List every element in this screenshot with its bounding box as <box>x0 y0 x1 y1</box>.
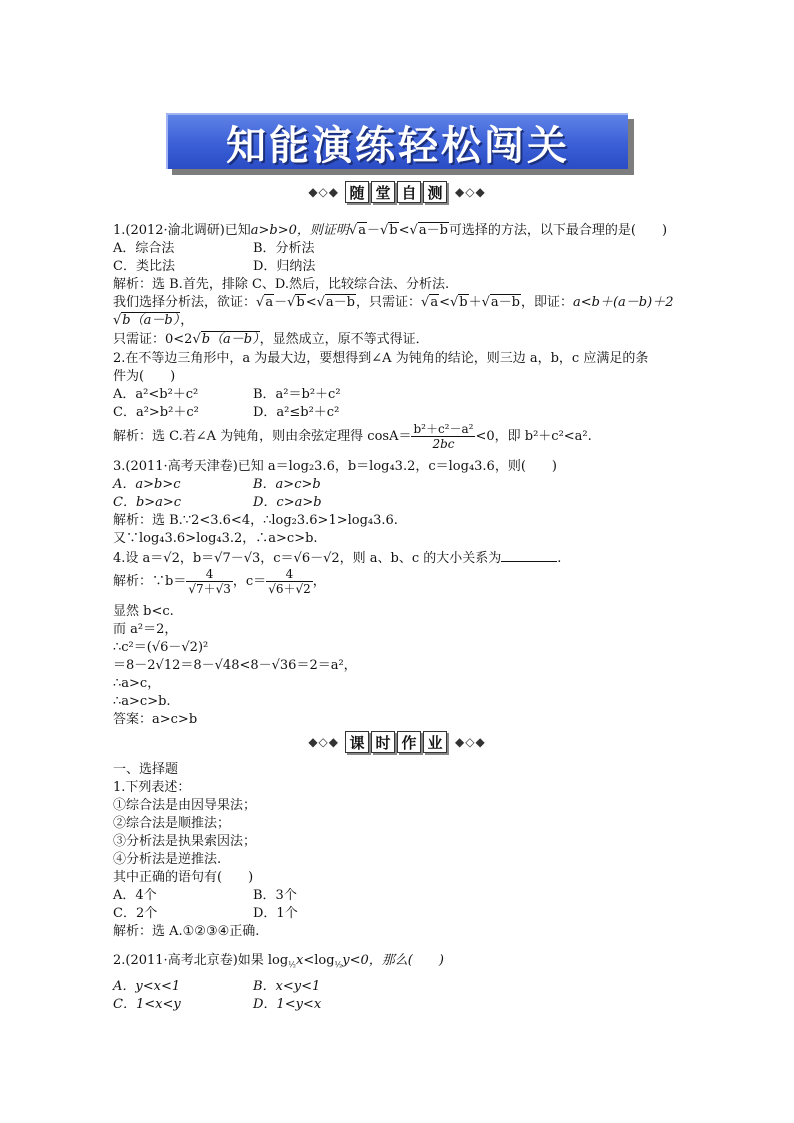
q2-options-row1 <box>113 386 393 403</box>
section-char: 测 <box>423 181 447 203</box>
hw-statement-1: ①综合法是由因导果法； <box>113 798 257 813</box>
option-d: D．a²≤b²＋c² <box>253 405 340 420</box>
section-header-self-test <box>0 180 794 204</box>
q4-line-3: ∴c²＝(√6－√2)² <box>113 640 209 655</box>
q1-solution-4: 只需证：0<2√ b（a－b），显然成立，原不等式得证． <box>113 331 429 348</box>
section-char: 业 <box>423 731 447 753</box>
hw-statement-4: ④分析法是逆推法. <box>113 852 222 867</box>
option-b: B．a>c>b <box>253 477 321 492</box>
q4-line-6: ∴a>c>b. <box>113 694 171 709</box>
option-a: A．a>b>c <box>113 477 181 492</box>
option-a: A．4个 <box>113 888 157 903</box>
hw-q2-options-row1 <box>113 978 393 995</box>
hw-q2-stem: 2.(2011·高考北京卷)如果 $\log_{\frac{1}{2}}x<\log_{\frac{1}{2}}y<0$，那么( ) <box>113 953 444 970</box>
q3-stem: 3.(2011·高考天津卷)已知 a＝log₂3.6，b＝log₄3.2，c＝log₄3.6，则( ) <box>113 459 557 474</box>
banner-title: 知能演练轻松闯关 <box>226 122 570 169</box>
q2-solution: 解析：选 C.若∠A 为钝角，则由余弦定理得 cosA＝ $\frac{\text{b²＋c²－a²}}{2bc}$ <0，即 b²＋c²<a². <box>113 422 592 451</box>
q4-line-5: ∴a>c， <box>113 676 161 691</box>
left-diamond-deco: ◆◇◆ <box>308 735 339 749</box>
right-diamond-deco: ◆◇◆ <box>455 185 486 199</box>
hw-q1-stem: 1.下列表述： <box>113 780 191 795</box>
hw-q1-ask: 其中正确的语句有( ) <box>113 870 254 885</box>
section-char: 自 <box>397 181 421 203</box>
answer-blank <box>501 548 557 562</box>
q1-solution-1: 解析：选 B.首先，排除 C、D.然后，比较综合法、分析法. <box>113 277 450 292</box>
q4-answer: 答案：a>c>b <box>113 712 198 727</box>
option-a: A．y<x<1 <box>113 979 181 994</box>
section-char: 堂 <box>371 181 395 203</box>
option-c: C．2个 <box>113 906 158 921</box>
q4-stem: 4.设 a＝√2，b＝√7－√3，c＝√6－√2，则 a、b、c 的大小关系为 . <box>113 548 561 567</box>
option-a: A．综合法 <box>113 241 175 256</box>
section-char: 随 <box>345 181 369 203</box>
section-char: 课 <box>345 731 369 753</box>
option-d: D．归纳法 <box>253 259 316 274</box>
hw-statement-3: ③分析法是执果索因法； <box>113 834 257 849</box>
q4-line-1: 显然 b<c. <box>113 604 174 619</box>
hw-q1-options-row2 <box>113 905 393 922</box>
title-banner <box>166 113 628 169</box>
q3-options-row1 <box>113 476 393 493</box>
left-diamond-deco: ◆◇◆ <box>308 185 339 199</box>
hw-q1-solution: 解析：选 A.①②③④正确. <box>113 924 260 939</box>
option-c: C．类比法 <box>113 259 175 274</box>
option-c: C．a²>b²＋c² <box>113 405 199 420</box>
q1-stem: 1.(2012·渝北调研)已知a>b>0，则证明√ a－√ b<√ a－b可选择的方法，以下最合理的是( ) <box>113 222 667 239</box>
option-b: B．分析法 <box>253 241 315 256</box>
q4-line-2: 而 a²＝2， <box>113 622 178 637</box>
q1-solution-3: √ b（a－b）， <box>113 312 193 329</box>
option-d: D．1个 <box>253 906 298 921</box>
hw-q2-options-row2 <box>113 996 393 1013</box>
q3-solution-2: 又∵log₄3.6>log₄3.2，∴a>c>b. <box>113 531 318 546</box>
q3-options-row2 <box>113 494 393 511</box>
section-char: 时 <box>371 731 395 753</box>
q2-options-row2 <box>113 404 393 421</box>
q4-line-4: ＝8－2√12＝8－√48<8－√36＝2＝a²， <box>113 658 357 673</box>
q4-solution-fracs: 解析：∵b＝ $\frac{4}{√7+√3}$ ，c＝ $\frac{4}{√6+√2}$ ， <box>113 567 326 596</box>
hw-part-title: 一、选择题 <box>113 762 179 777</box>
option-c: C．b>a>c <box>113 495 182 510</box>
option-c: C．1<x<y <box>113 997 181 1012</box>
section-header-homework <box>0 730 794 754</box>
q2-stem-cont: 件为( ) <box>113 369 176 384</box>
q1-options-row1 <box>113 240 393 257</box>
q1-solution-2: 我们选择分析法，欲证：√ a－√ b<√ a－b，只需证：√ a<√ b＋√ a－b，即证：a<b＋(a－b)＋2 <box>113 294 673 311</box>
hw-statement-2: ②综合法是顺推法； <box>113 816 231 831</box>
right-diamond-deco: ◆◇◆ <box>455 735 486 749</box>
option-b: B．a²＝b²＋c² <box>253 387 341 402</box>
option-b: B．x<y<1 <box>253 979 321 994</box>
q1-options-row2 <box>113 258 393 275</box>
option-a: A．a²<b²＋c² <box>113 387 199 402</box>
q3-solution-1: 解析：选 B.∵2<3.6<4，∴log₂3.6>1>log₄3.6. <box>113 513 398 528</box>
option-d: D．1<y<x <box>253 997 322 1012</box>
q2-stem: 2.在不等边三角形中，a 为最大边，要想得到∠A 为钝角的结论，则三边 a，b，c 应满足的条 <box>113 351 649 366</box>
section-char: 作 <box>397 731 421 753</box>
option-b: B．3个 <box>253 888 297 903</box>
option-d: D．c>a>b <box>253 495 322 510</box>
hw-q1-options-row1 <box>113 887 393 904</box>
